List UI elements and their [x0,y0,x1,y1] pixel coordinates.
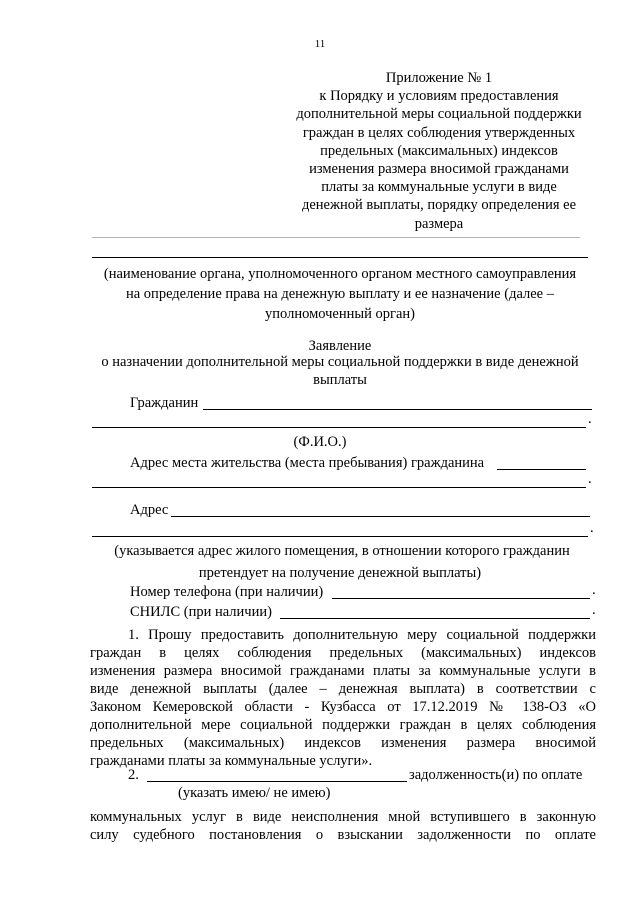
appendix-header [268,69,610,233]
paragraph-1-line: изменения размера вносимой гражданами платы за коммунальные услуги в [90,663,596,679]
snils-field[interactable] [280,604,590,619]
paragraph-1 [90,626,596,770]
address-field[interactable] [171,502,590,517]
appendix-title: Приложение № 1 [385,70,493,86]
paragraph-1-line: гражданами платы за коммунальные услуги». [90,753,373,769]
paragraph-1-line: дополнительной мере социальной поддержки граждан в целях соблюдения [90,717,596,733]
paragraph-1-line: 1. Прошу предоставить дополнительную меру социальной поддержки [128,627,596,643]
paragraph-1-line: предельных (максимальных) индексов изменения размера вносимой [90,735,596,751]
organ-name-rule-2 [92,257,588,258]
page-number: 11 [314,38,326,50]
appendix-line: платы за коммунальные услуги в виде [321,179,557,196]
appendix-line: к Порядку и условиям предоставления [319,88,559,105]
fio-caption: (Ф.И.О.) [293,434,347,450]
paragraph-1-line: граждан в целях соблюдения предельных (максимальных) индексов [90,645,596,661]
statement-subtitle-line-1: о назначении дополнительной меры социальной поддержки в виде денежной [101,354,579,370]
end-dot: . [592,582,596,598]
paragraph-2-number: 2. [128,767,139,783]
organ-caption-line: (наименование органа, уполномоченного органом местного самоуправления [103,266,577,282]
citizen-name-field-cont[interactable] [92,413,586,428]
citizen-label: Гражданин [130,395,199,411]
organ-caption [90,264,590,324]
organ-name-rule-1 [92,237,580,238]
end-dot: . [588,471,592,487]
debt-status-field[interactable] [147,767,407,782]
end-dot: . [592,602,596,618]
paragraph-2-body [90,808,596,844]
appendix-line: граждан в целях соблюдения утвержденных [302,124,576,141]
end-dot: . [588,411,592,427]
residence-label: Адрес места жительства (места пребывания) гражданина [130,455,485,471]
end-dot: . [590,520,594,536]
address-caption-line-1: (указывается адрес жилого помещения, в отношении которого гражданин [114,543,570,559]
residence-field[interactable] [497,455,586,470]
paragraph-2-line: силу судебного постановления о взыскании задолженности по оплате [90,827,596,843]
paragraph-2-line: коммунальных услуг в виде неисполнения мной вступившего в законную [90,809,596,825]
phone-field[interactable] [332,584,590,599]
address-caption-line-2: претендует на получение денежной выплаты) [198,565,482,581]
debt-status-hint: (указать имею/ не имею) [178,785,331,801]
residence-field-cont[interactable] [92,473,586,488]
appendix-line: дополнительной меры социальной поддержки [296,106,582,123]
statement-title: Заявление [308,338,372,354]
appendix-line: предельных (максимальных) индексов [320,142,558,159]
address-label: Адрес [130,502,169,518]
appendix-line: размера [414,215,464,232]
snils-label: СНИЛС (при наличии) [130,604,272,620]
paragraph-2-tail: задолженность(и) по оплате [409,767,583,783]
appendix-line: денежной выплаты, порядку определения ее [301,197,577,214]
citizen-name-field[interactable] [203,395,592,410]
appendix-line: изменения размера вносимой гражданами [309,161,569,178]
paragraph-1-line: виде денежной выплаты (далее – денежная выплата) в соответствии с [90,681,596,697]
address-field-cont[interactable] [92,522,588,537]
organ-caption-line: уполномоченный орган) [265,306,415,322]
organ-caption-line: на определение права на денежную выплату и ее назначение (далее – [125,286,554,302]
paragraph-1-line: Законом Кемеровской области - Кузбасса от 17.12.2019 № 138-ОЗ «О [90,699,596,715]
phone-label: Номер телефона (при наличии) [130,584,324,600]
statement-subtitle-line-2: выплаты [313,372,367,388]
